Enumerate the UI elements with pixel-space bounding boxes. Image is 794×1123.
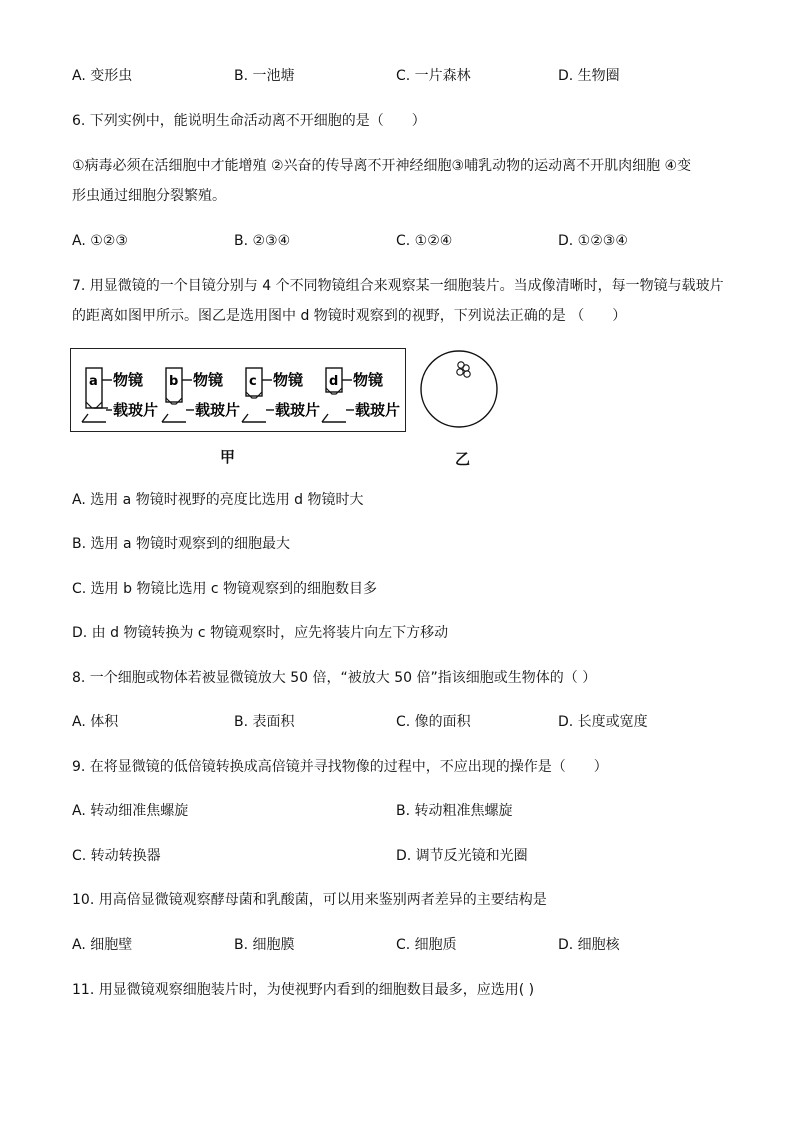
q6-detail-line1: ①病毒必须在活细胞中才能增殖 ②兴奋的传导离不开神经细胞③哺乳动物的运动离不开肌肉细胞 ④变 <box>72 158 692 174</box>
q6-stem: 6. 下列实例中，能说明生命活动离不开细胞的是（ ） <box>72 113 426 129</box>
q5-option-c: C. 一片森林 <box>396 68 471 84</box>
q11-stem: 11. 用显微镜观察细胞装片时，为使视野内看到的细胞数目最多，应选用( ) <box>72 982 535 998</box>
objective-b-label: 物镜 <box>193 371 224 389</box>
q8-option-b: B. 表面积 <box>234 714 295 730</box>
objective-a-letter: a <box>89 374 98 389</box>
q9-stem: 9. 在将显微镜的低倍镜转换成高倍镜并寻找物像的过程中，不应出现的操作是（ ） <box>72 759 608 775</box>
objective-d-label: 物镜 <box>353 371 384 389</box>
q7-option-a: A. 选用 a 物镜时视野的亮度比选用 d 物镜时大 <box>72 492 364 508</box>
q7-stem-line2: 的距离如图甲所示。图乙是选用图中 d 物镜时观察到的视野，下列说法正确的是 （ ） <box>72 308 627 324</box>
q8-option-d: D. 长度或宽度 <box>558 714 648 730</box>
objective-c-label: 物镜 <box>273 371 304 389</box>
q9-option-c: C. 转动转换器 <box>72 848 161 864</box>
slide-a-label: 载玻片 <box>113 401 159 419</box>
q10-option-a: A. 细胞壁 <box>72 937 133 953</box>
q10-option-b: B. 细胞膜 <box>234 937 295 953</box>
slide-c-label: 载玻片 <box>275 401 321 419</box>
q9-option-d: D. 调节反光镜和光圈 <box>396 848 528 864</box>
slide-b-label: 载玻片 <box>195 401 241 419</box>
figure-caption-yi: 乙 <box>455 450 471 468</box>
q6-option-a: A. ①②③ <box>72 233 128 249</box>
slide-d-label: 载玻片 <box>355 401 401 419</box>
q7-option-d: D. 由 d 物镜转换为 c 物镜观察时，应先将装片向左下方移动 <box>72 625 449 641</box>
objective-b-letter: b <box>169 374 179 389</box>
q7-option-b: B. 选用 a 物镜时观察到的细胞最大 <box>72 536 290 552</box>
objective-a-label: 物镜 <box>113 371 144 389</box>
q8-stem: 8. 一个细胞或物体若被显微镜放大 50 倍，“被放大 50 倍”指该细胞或生物体的（ ） <box>72 670 597 686</box>
q10-option-d: D. 细胞核 <box>558 937 620 953</box>
q6-option-b: B. ②③④ <box>234 233 291 249</box>
q5-option-a: A. 变形虫 <box>72 68 133 84</box>
q10-option-c: C. 细胞质 <box>396 937 457 953</box>
q6-detail-line2: 形虫通过细胞分裂繁殖。 <box>72 188 226 204</box>
q8-option-c: C. 像的面积 <box>396 714 471 730</box>
q6-option-d: D. ①②③④ <box>558 233 628 249</box>
objective-c-letter: c <box>249 374 257 389</box>
q9-option-a: A. 转动细准焦螺旋 <box>72 803 189 819</box>
q6-option-c: C. ①②④ <box>396 233 453 249</box>
objective-c <box>242 368 274 422</box>
q9-option-b: B. 转动粗准焦螺旋 <box>396 803 513 819</box>
q5-option-d: D. 生物圈 <box>558 68 620 84</box>
figure-caption-jia: 甲 <box>220 448 236 466</box>
q10-stem: 10. 用高倍显微镜观察酵母菌和乳酸菌，可以用来鉴别两者差异的主要结构是 <box>72 892 547 908</box>
objective-d-letter: d <box>329 374 339 389</box>
q8-option-a: A. 体积 <box>72 714 119 730</box>
figure-yi-field-of-view <box>416 346 506 436</box>
figure-jia-drawing <box>70 348 406 432</box>
q7-stem-line1: 7. 用显微镜的一个目镜分别与 4 个不同物镜组合来观察某一细胞装片。当成像清晰时，每一物镜与载玻片 <box>72 278 724 294</box>
q5-option-b: B. 一池塘 <box>234 68 295 84</box>
q7-option-c: C. 选用 b 物镜比选用 c 物镜观察到的细胞数目多 <box>72 581 378 597</box>
